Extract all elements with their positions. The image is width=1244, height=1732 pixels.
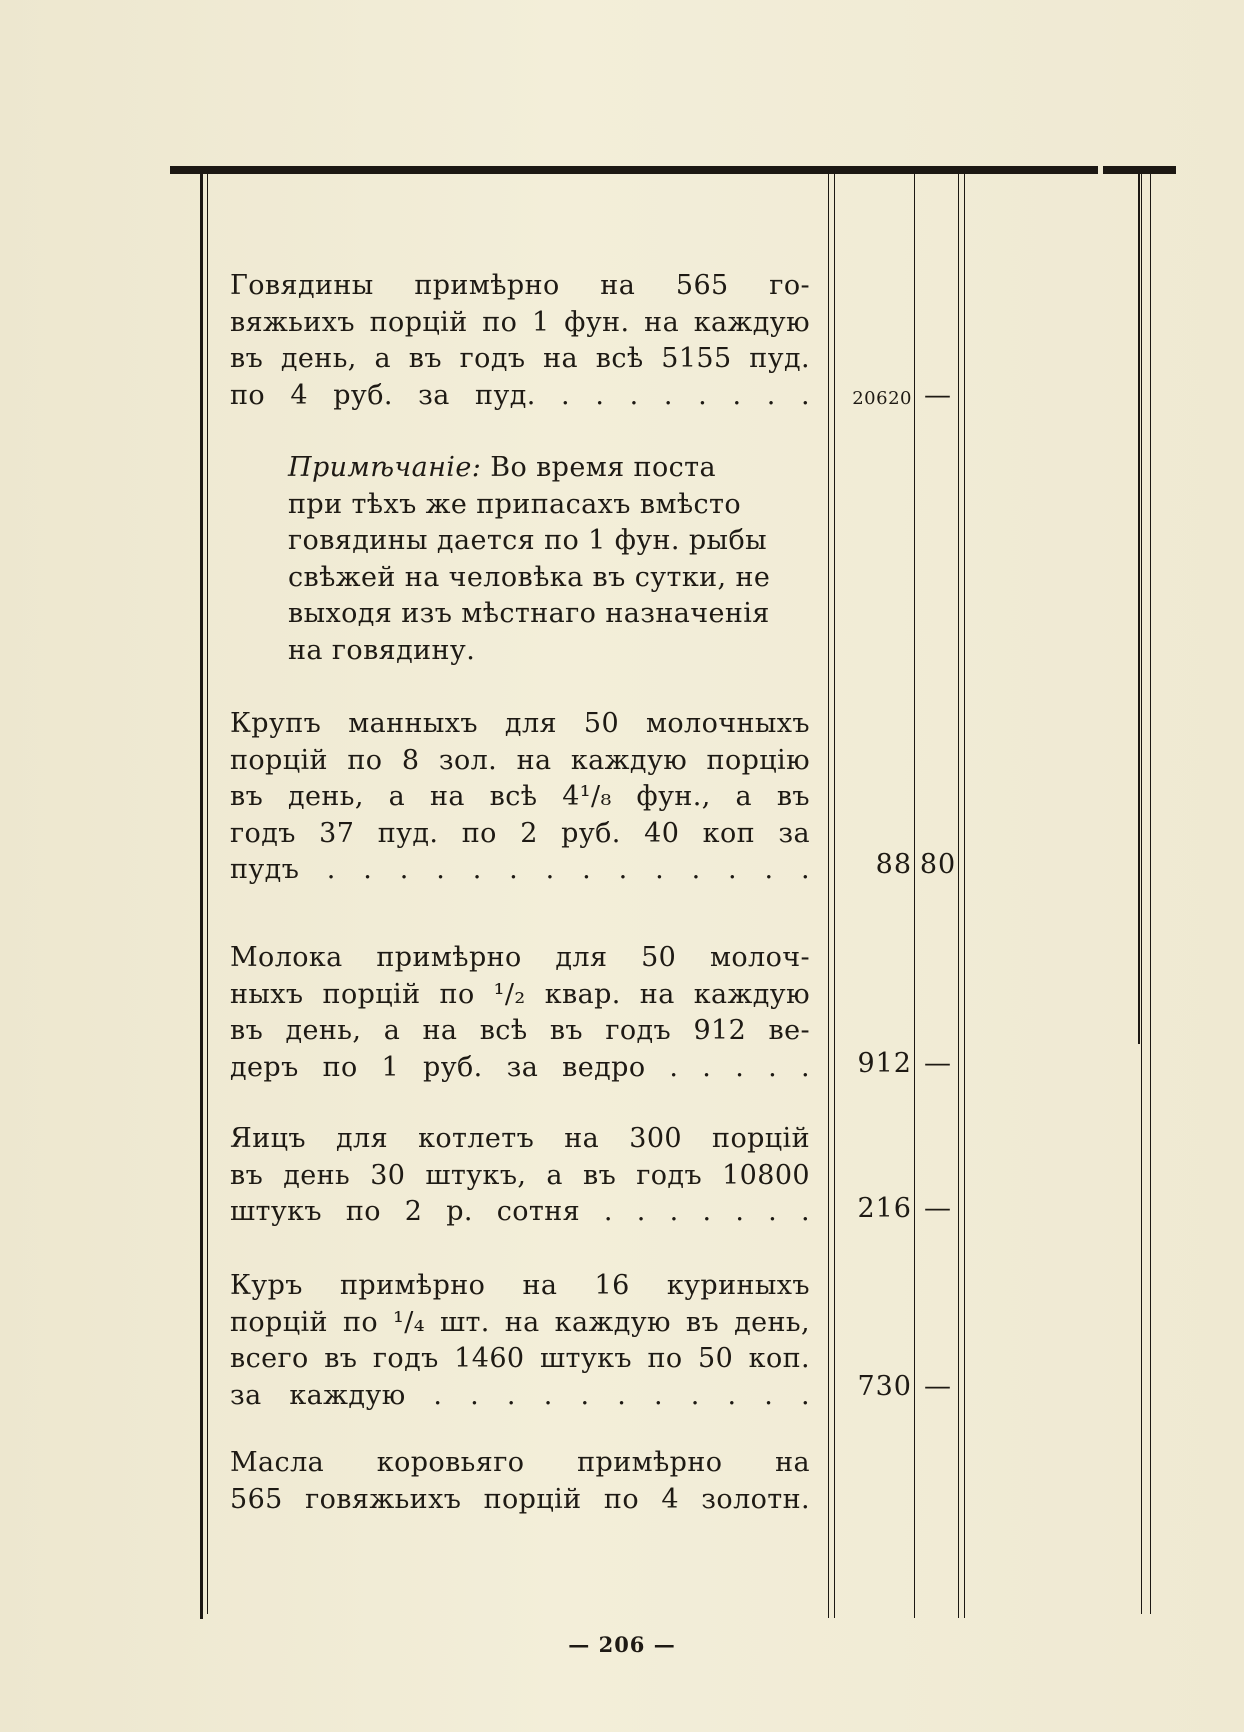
entry-chickens-rubles: 730 <box>857 1371 912 1402</box>
entry-note <box>288 450 810 669</box>
entry-semolina-text: Крупъ манныхъ для 50 молочныхъ порцій по 8 зол. на каждую порцію въ день, а на всѣ 4¹/₈ фун., а въ годъ 37 пуд. по 2 руб. 40 коп за пудъ . . . . . . . . . . . . . . <box>230 708 810 885</box>
top-rule-tail <box>1103 166 1176 174</box>
column-rule <box>207 174 208 1614</box>
entry-chickens-kopecks: — <box>924 1371 952 1402</box>
entry-semolina-kopecks: 80 <box>919 849 957 880</box>
column-rule <box>964 174 965 1618</box>
entry-beef-rubles: 20620 <box>852 388 912 409</box>
entry-eggs-text: Яицъ для котлетъ на 300 порцій въ день 30 штукъ, а въ годъ 10800 штукъ по 2 р. сотня . . . . . . . <box>230 1123 810 1227</box>
entry-butter-text: Масла коровьяго примѣрно на 565 говяжьихъ порцій по 4 золотн. <box>230 1447 810 1515</box>
column-rule <box>1138 174 1140 1044</box>
note-label: Примѣчаніе: <box>288 452 482 483</box>
column-rule <box>828 174 829 1618</box>
column-rule <box>1150 174 1151 1614</box>
column-rule <box>1141 174 1142 1614</box>
entry-milk-rubles: 912 <box>857 1048 912 1079</box>
page-number: — 206 — <box>568 1632 676 1657</box>
column-rule <box>200 174 203 1619</box>
entry-milk-text: Молока примѣрно для 50 молоч- ныхъ порцій по ¹/₂ квар. на каждую въ день, а на всѣ въ годъ 912 ве- деръ по 1 руб. за ведро . . . . . <box>230 942 810 1083</box>
entry-milk-kopecks: — <box>924 1048 952 1079</box>
entry-beef-kopecks: — <box>924 380 952 411</box>
entry-eggs-kopecks: — <box>924 1193 952 1224</box>
entry-eggs-rubles: 216 <box>857 1193 912 1224</box>
entry-chickens-text: Куръ примѣрно на 16 куриныхъ порцій по ¹/₄ шт. на каждую въ день, всего въ годъ 1460 штукъ по 50 коп. за каждую . . . . . . . . . . . <box>230 1270 810 1411</box>
note-text: Во время поста при тѣхъ же припасахъ вмѣсто говядины дается по 1 фун. рыбы свѣжей на человѣка въ сутки, не выходя изъ мѣстнаго назначенія на говядину. <box>288 452 771 666</box>
column-rule <box>834 174 835 1618</box>
entry-beef-text: Говядины примѣрно на 565 го- вяжьихъ порцій по 1 фун. на каждую въ день, а въ годъ на всѣ 5155 пуд. по 4 руб. за пуд. . . . . . . . . <box>230 270 810 411</box>
entry-semolina-rubles: 88 <box>875 849 912 880</box>
top-rule <box>170 166 1098 174</box>
column-rule <box>914 174 915 1618</box>
